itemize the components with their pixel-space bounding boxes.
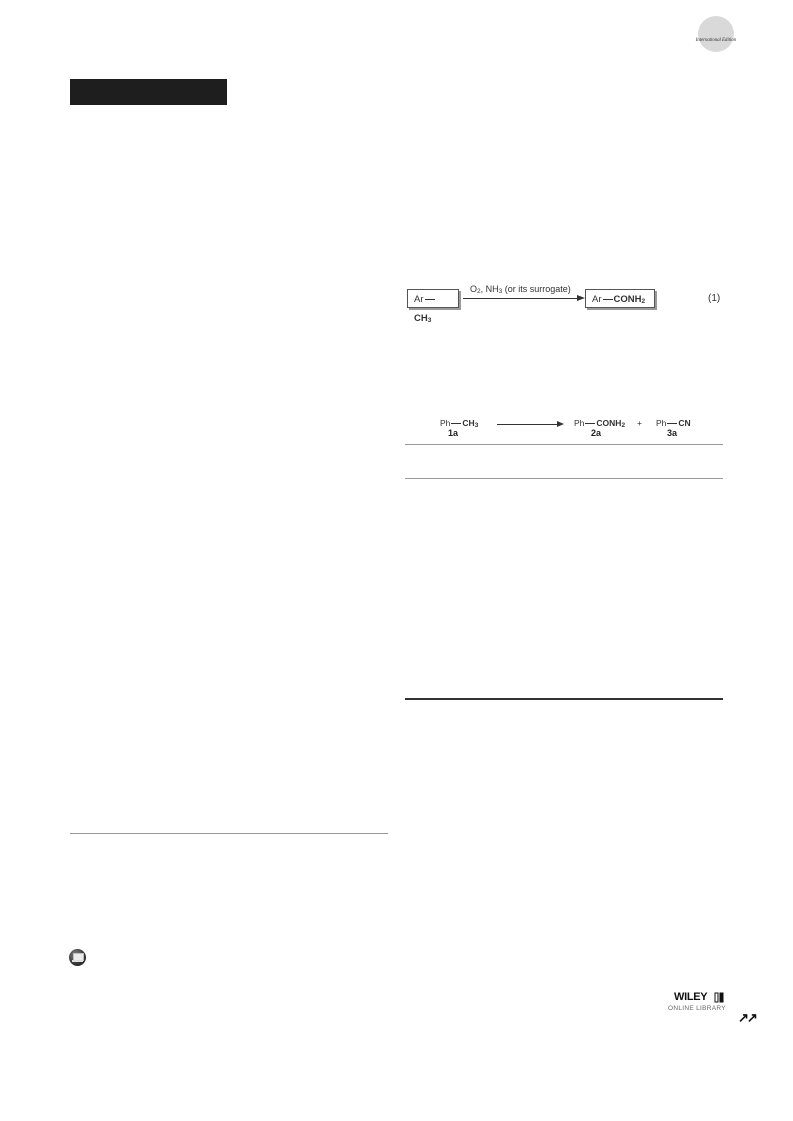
scheme-plus: + xyxy=(637,418,642,428)
equation1-product-subscript: 2 xyxy=(641,298,646,305)
table-rule-middle xyxy=(405,478,723,479)
compound-label-3a: 3a xyxy=(666,428,677,438)
compound-label-1a: 1a xyxy=(447,428,458,438)
section-header-bar xyxy=(70,79,227,105)
conditions-nh3-subscript: 3 xyxy=(498,288,503,295)
conditions-o2: O xyxy=(470,284,478,294)
equation1-reactant-group: Ar xyxy=(414,294,424,305)
publisher-name: WILEY xyxy=(674,991,708,1003)
edition-label: International Edition xyxy=(695,38,736,43)
equation1-reactant-subscript: 3 xyxy=(427,317,432,324)
scheme-product-nitrile xyxy=(656,418,691,428)
conditions-surrogate: (or its surrogate) xyxy=(502,284,571,294)
scheme-product-amide xyxy=(574,418,625,428)
reaction-arrow-line xyxy=(463,298,577,299)
book-icon xyxy=(714,992,724,1003)
equation1-reactant-substituent: CH xyxy=(414,313,428,324)
bond-line xyxy=(425,299,435,300)
compound-label-2a: 2a xyxy=(590,428,601,438)
footnote-separator xyxy=(70,833,388,834)
bond-line xyxy=(451,423,461,424)
computer-base-icon xyxy=(72,960,83,962)
amide-substituent: CONH xyxy=(596,418,622,428)
conditions-o2-subscript: 2 xyxy=(477,288,481,295)
wiley-online-library-logo[interactable] xyxy=(668,991,728,1015)
table-rule-top xyxy=(405,444,723,445)
scheme-arrow-head xyxy=(557,421,564,427)
scheme-arrow-line xyxy=(497,424,557,425)
equation1-product-substituent: CONH xyxy=(613,294,642,305)
bond-line xyxy=(585,423,595,424)
equation1-conditions xyxy=(470,284,571,294)
amide-group: Ph xyxy=(574,418,585,428)
equation1-product-group: Ar xyxy=(592,294,602,305)
edition-badge xyxy=(698,16,734,52)
equation1-number: (1) xyxy=(708,293,721,304)
amide-subscript: 2 xyxy=(621,422,626,429)
bond-line xyxy=(603,299,613,300)
expand-arrows-icon[interactable]: ↗↗ xyxy=(738,1010,756,1025)
conditions-nh3: , NH xyxy=(480,284,499,294)
publisher-subtitle: ONLINE LIBRARY xyxy=(668,1005,726,1012)
reactant-group: Ph xyxy=(440,418,451,428)
equation1-reactant-box xyxy=(407,289,459,324)
nitrile-substituent: CN xyxy=(678,418,691,428)
nitrile-group: Ph xyxy=(656,418,667,428)
equation1-product-box xyxy=(585,289,655,308)
reaction-arrow-head xyxy=(577,295,585,301)
table-rule-bottom xyxy=(405,698,723,700)
scheme-reactant xyxy=(440,418,478,428)
reactant-subscript: 3 xyxy=(474,422,479,429)
reactant-substituent: CH xyxy=(462,418,475,428)
bond-line xyxy=(667,423,677,424)
